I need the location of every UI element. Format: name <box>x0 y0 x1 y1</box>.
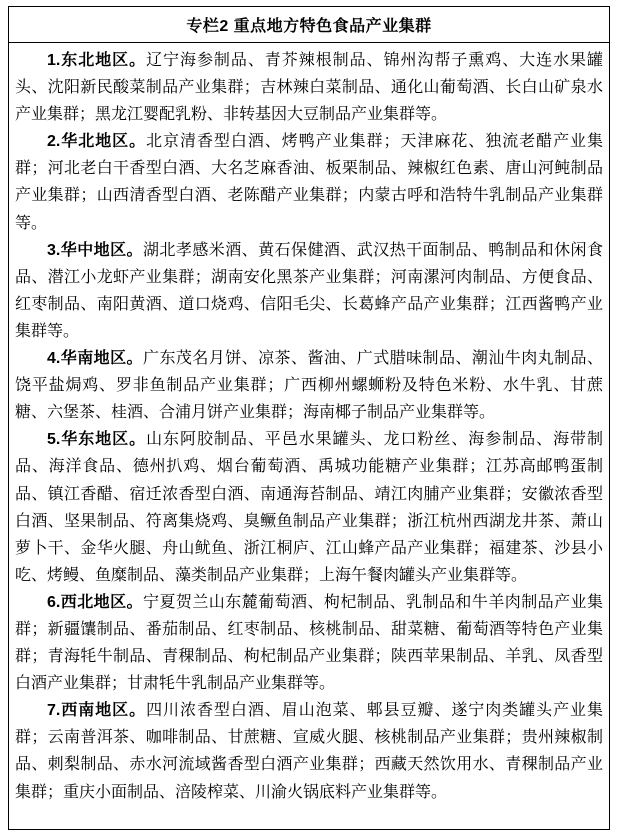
feature-box <box>8 6 610 830</box>
section-label-northwest: 6.西北地区。 <box>47 593 144 611</box>
section-label-northeast: 1.东北地区。 <box>47 52 147 69</box>
section-label-east: 5.华东地区。 <box>47 431 147 449</box>
section-paragraph-north <box>15 128 603 236</box>
section-paragraph-northeast <box>15 47 603 128</box>
section-label-central: 3.华中地区。 <box>47 241 144 259</box>
section-label-southwest: 7.西南地区。 <box>47 702 147 720</box>
section-paragraph-east <box>15 426 603 589</box>
section-text-southwest: 四川浓香型白酒、眉山泡菜、郫县豆瓣、遂宁肉类罐头产业集群；云南普洱茶、咖啡制品、甘蔗糖、宣威火腿、核桃制品产业集群；贵州辣椒制品、刺梨制品、赤水河流域酱香型白酒产业集群；西藏天然饮用水、青稞制品产业集群；重庆小面制品、涪陵榨菜、川渝火锅底料产业集群等。 <box>15 702 603 801</box>
section-paragraph-south <box>15 345 603 426</box>
section-paragraph-northwest <box>15 589 603 697</box>
box-body <box>9 43 609 806</box>
section-label-south: 4.华南地区。 <box>47 350 144 368</box>
section-label-north: 2.华北地区。 <box>47 133 147 151</box>
section-text-northeast: 辽宁海参制品、青芥辣根制品、锦州沟帮子熏鸡、大连水果罐头、沈阳新民酸菜制品产业集群；吉林辣白菜制品、通化山葡萄酒、长白山矿泉水产业集群；黑龙江婴配乳粉、非转基因大豆制品产业集群等。 <box>15 52 603 124</box>
section-text-northwest: 宁夏贺兰山东麓葡萄酒、枸杞制品、乳制品和牛羊肉制品产业集群；新疆馕制品、番茄制品、红枣制品、核桃制品、甜菜糖、葡萄酒等特色产业集群；青海牦牛制品、青稞制品、枸杞制品产业集群；陕西苹果制品、羊乳、凤香型白酒产业集群；甘肃牦牛乳制品产业集群等。 <box>15 593 603 693</box>
section-paragraph-central <box>15 237 603 345</box>
section-paragraph-southwest <box>15 697 603 805</box>
section-text-north: 北京清香型白酒、烤鸭产业集群；天津麻花、独流老醋产业集群；河北老白干香型白酒、大名芝麻香油、板栗制品、辣椒红色素、唐山河鲀制品产业集群；山西清香型白酒、老陈醋产业集群；内蒙古呼和浩特牛乳制品产业集群等。 <box>15 133 603 232</box>
box-title: 专栏2 重点地方特色食品产业集群 <box>9 7 609 43</box>
section-text-central: 湖北孝感米酒、黄石保健酒、武汉热干面制品、鸭制品和休闲食品、潜江小龙虾产业集群；湖南安化黑茶产业集群；河南漯河肉制品、方便食品、红枣制品、南阳黄酒、道口烧鸡、信阳毛尖、长葛蜂产品产业集群；江西酱鸭产业集群等。 <box>15 241 603 340</box>
section-text-south: 广东茂名月饼、凉茶、酱油、广式腊味制品、潮汕牛肉丸制品、饶平盐焗鸡、罗非鱼制品产业集群；广西柳州螺蛳粉及特色米粉、水牛乳、甘蔗糖、六堡茶、桂酒、合浦月饼产业集群；海南椰子制品产业集群等。 <box>15 350 603 422</box>
section-text-east: 山东阿胶制品、平邑水果罐头、龙口粉丝、海参制品、海带制品、海洋食品、德州扒鸡、烟台葡萄酒、禹城功能糖产业集群；江苏高邮鸭蛋制品、镇江香醋、宿迁浓香型白酒、南通海苔制品、靖江肉脯产业集群；安徽浓香型白酒、坚果制品、符离集烧鸡、臭鳜鱼制品产业集群；浙江杭州西湖龙井茶、萧山萝卜干、金华火腿、舟山鱿鱼、浙江桐庐、江山蜂产品产业集群；福建茶、沙县小吃、烤鳗、鱼糜制品、藻类制品产业集群；上海午餐肉罐头产业集群等。 <box>15 431 603 584</box>
